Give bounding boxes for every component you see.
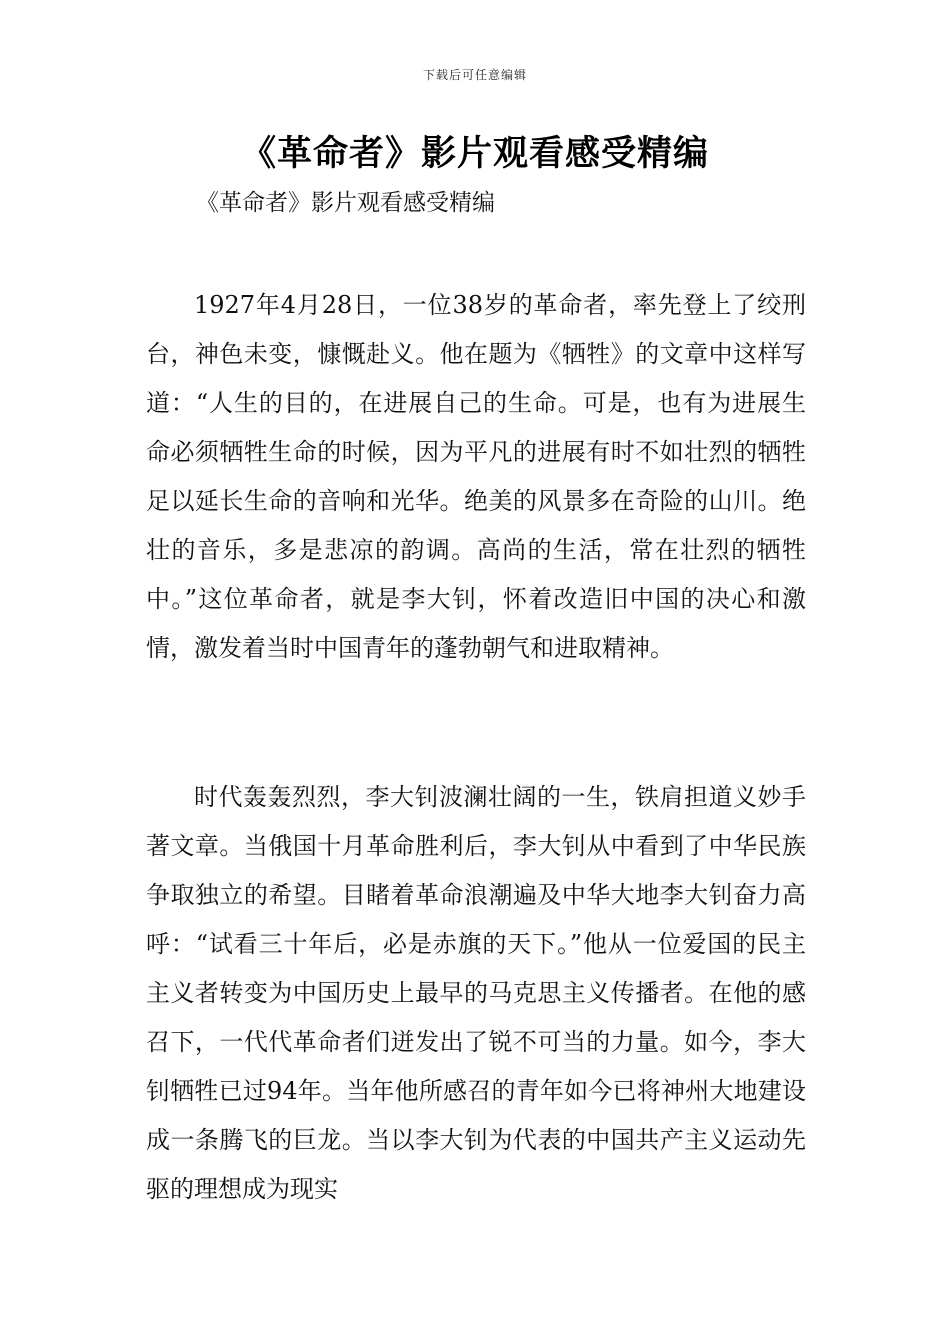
body-paragraph-1: 1927年4月28日，一位38岁的革命者，率先登上了绞刑台，神色未变，慷慨赴义。他在题为《牺牲》的文章中这样写道：“人生的目的，在进展自己的生命。可是，也有为进展生命必须牺牲生命的时候，因为平凡的进展有时不如壮烈的牺牲足以延长生命的音响和光华。绝美的风景多在奇险的山川。绝壮的音乐，多是悲凉的韵调。高尚的生活，常在壮烈的牺牲中。”这位革命者，就是李大钊，怀着改造旧中国的决心和激情，激发着当时中国青年的蓬勃朝气和进取精神。	[146, 291, 806, 662]
header-note: 下载后可任意编辑	[422, 68, 527, 82]
body-paragraph-2: 时代轰轰烈烈，李大钊波澜壮阔的一生，铁肩担道义妙手著文章。当俄国十月革命胜利后，李大钊从中看到了中华民族争取独立的希望。目睹着革命浪潮遍及中华大地李大钊奋力高呼：“试看三十年后，必是赤旗的天下。”他从一位爱国的民主主义者转变为中国历史上最早的马克思主义传播者。在他的感召下，一代代革命者们迸发出了锐不可当的力量。如今，李大钊牺牲已过94年。当年他所感召的青年如今已将神州大地建设成一条腾飞的巨龙。当以李大钊为代表的中国共产主义运动先驱的理想成为现实	[146, 783, 806, 1203]
document-subtitle: 《革命者》影片观看感受精编	[196, 190, 495, 216]
document-title: 《革命者》影片观看感受精编	[240, 133, 709, 174]
